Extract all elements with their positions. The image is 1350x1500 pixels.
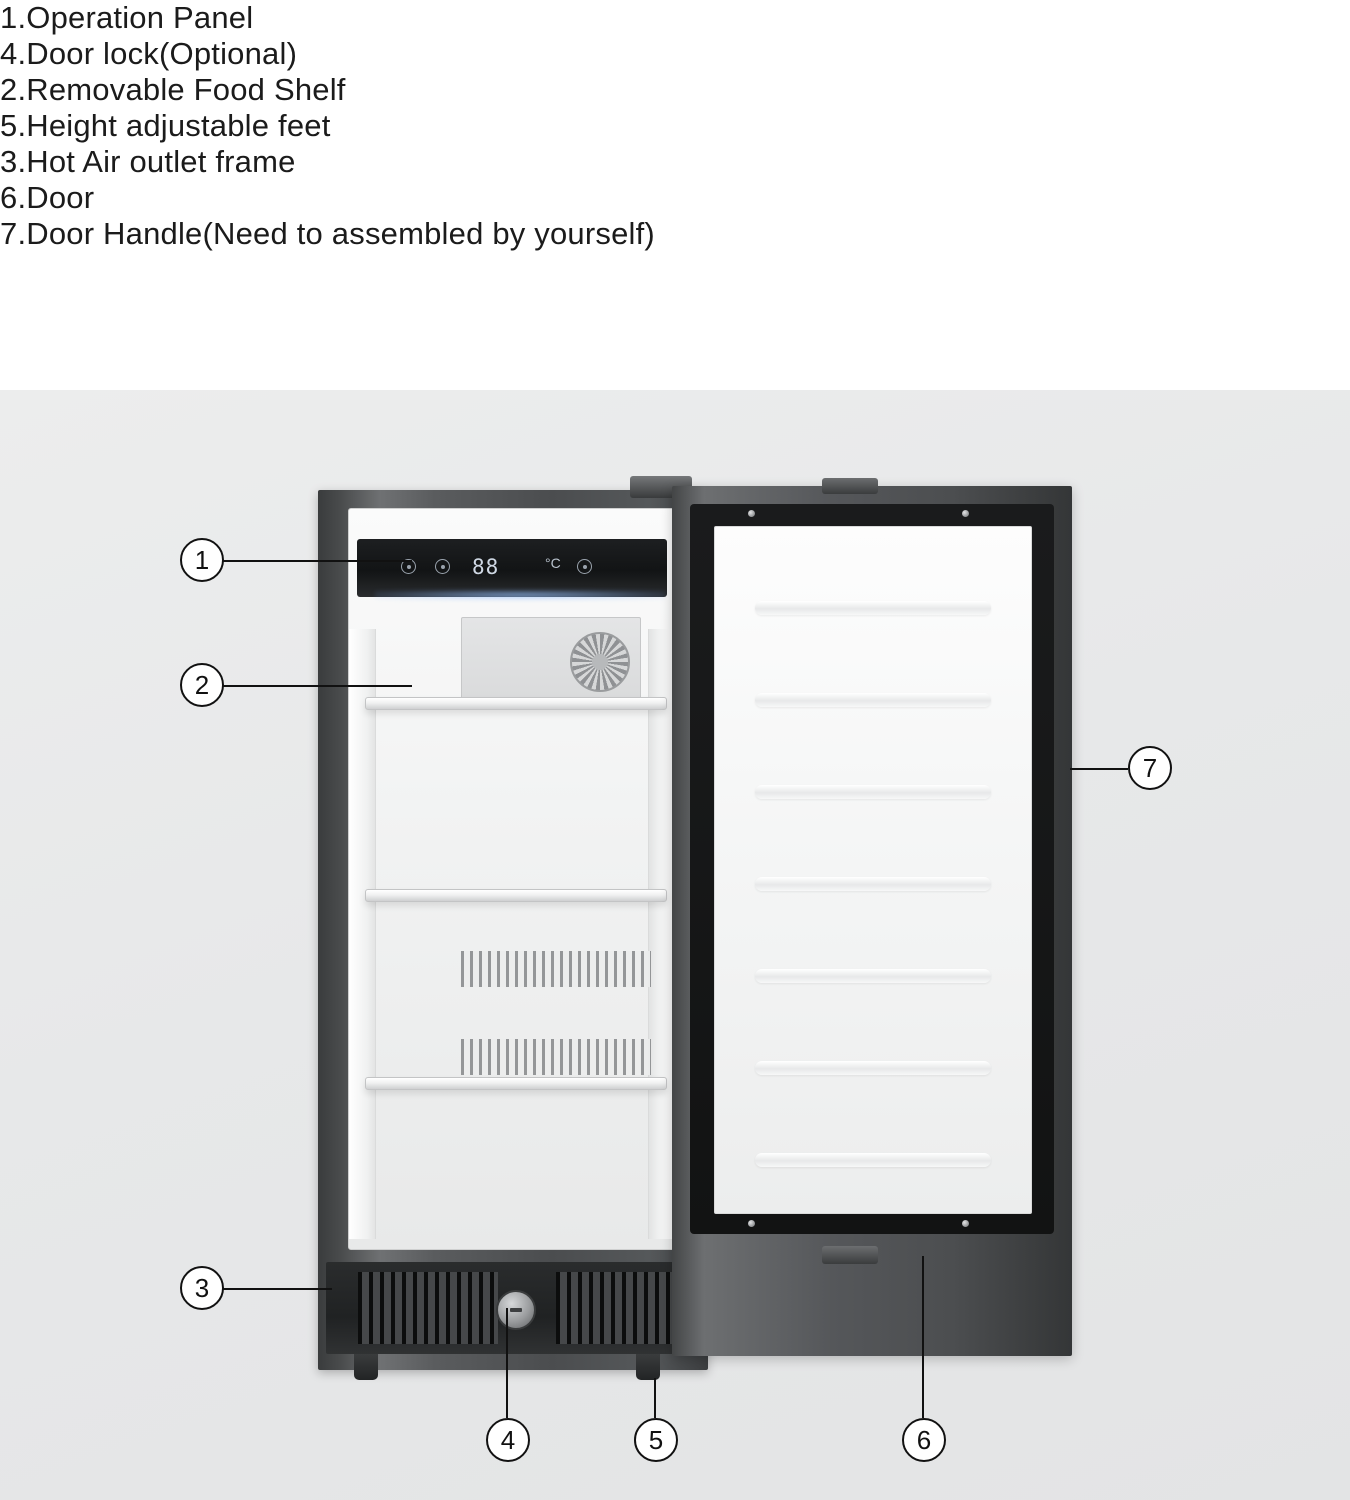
- door-inner-panel: [714, 526, 1032, 1214]
- door-rib: [755, 969, 991, 983]
- parts-legend: [0, 0, 1350, 390]
- operation-panel[interactable]: [357, 539, 667, 597]
- callout-1: 1: [180, 538, 224, 582]
- vent-slats-right: [556, 1272, 676, 1344]
- adjustable-foot: [636, 1354, 660, 1380]
- legend-item-4: 4.Door lock(Optional): [0, 36, 298, 71]
- callout-4: 4: [486, 1418, 530, 1462]
- door-rib: [755, 877, 991, 891]
- legend-item-1: 1.Operation Panel: [0, 0, 254, 35]
- leader-line-5: [654, 1378, 656, 1418]
- callout-7: 7: [1128, 746, 1172, 790]
- callout-2: 2: [180, 663, 224, 707]
- hot-air-outlet-frame: [326, 1262, 700, 1354]
- leader-line-6: [922, 1256, 924, 1418]
- removable-food-shelf[interactable]: [365, 697, 667, 710]
- door-hinge-top: [822, 478, 878, 494]
- leader-line-7: [1070, 768, 1128, 770]
- evaporator-grill: [461, 1039, 651, 1075]
- temperature-unit-label: °C: [545, 555, 561, 571]
- legend-item-6: 6.Door: [0, 180, 95, 215]
- leader-line-4: [506, 1308, 508, 1418]
- rear-air-panel: [461, 617, 641, 705]
- door-rib: [755, 1153, 991, 1167]
- door[interactable]: [672, 486, 1072, 1356]
- liner-left-wall: [349, 629, 376, 1239]
- door-rib: [755, 601, 991, 615]
- screw-icon: [748, 1220, 755, 1227]
- door-rib: [755, 785, 991, 799]
- callout-6: 6: [902, 1418, 946, 1462]
- door-rib: [755, 693, 991, 707]
- door-gasket: [690, 504, 1054, 1234]
- door-hinge-bottom: [822, 1246, 878, 1264]
- temperature-display: 88: [472, 555, 500, 579]
- legend-item-3: 3.Hot Air outlet frame: [0, 144, 296, 179]
- light-icon[interactable]: [435, 559, 450, 574]
- cabinet-body: [318, 490, 708, 1370]
- leader-line-1: [222, 560, 412, 562]
- fan-icon: [570, 632, 630, 692]
- leader-line-3: [222, 1288, 332, 1290]
- refrigerator-photo: [0, 390, 1350, 1500]
- evaporator-grill: [461, 951, 651, 987]
- callout-5: 5: [634, 1418, 678, 1462]
- panel-backlight-glow: [375, 590, 665, 600]
- adjustable-foot: [354, 1354, 378, 1380]
- removable-food-shelf[interactable]: [365, 889, 667, 902]
- callout-3: 3: [180, 1266, 224, 1310]
- screw-icon: [748, 510, 755, 517]
- leader-line-2: [222, 685, 412, 687]
- legend-item-5: 5.Height adjustable feet: [0, 108, 331, 143]
- vent-slats-left: [358, 1272, 498, 1344]
- legend-item-7: 7.Door Handle(Need to assembled by yourself): [0, 216, 655, 251]
- screw-icon: [962, 510, 969, 517]
- set-icon[interactable]: [577, 559, 592, 574]
- door-lock-icon[interactable]: [496, 1290, 536, 1330]
- screw-icon: [962, 1220, 969, 1227]
- legend-item-2: 2.Removable Food Shelf: [0, 72, 346, 107]
- door-rib: [755, 1061, 991, 1075]
- interior-liner: [348, 508, 680, 1250]
- removable-food-shelf[interactable]: [365, 1077, 667, 1090]
